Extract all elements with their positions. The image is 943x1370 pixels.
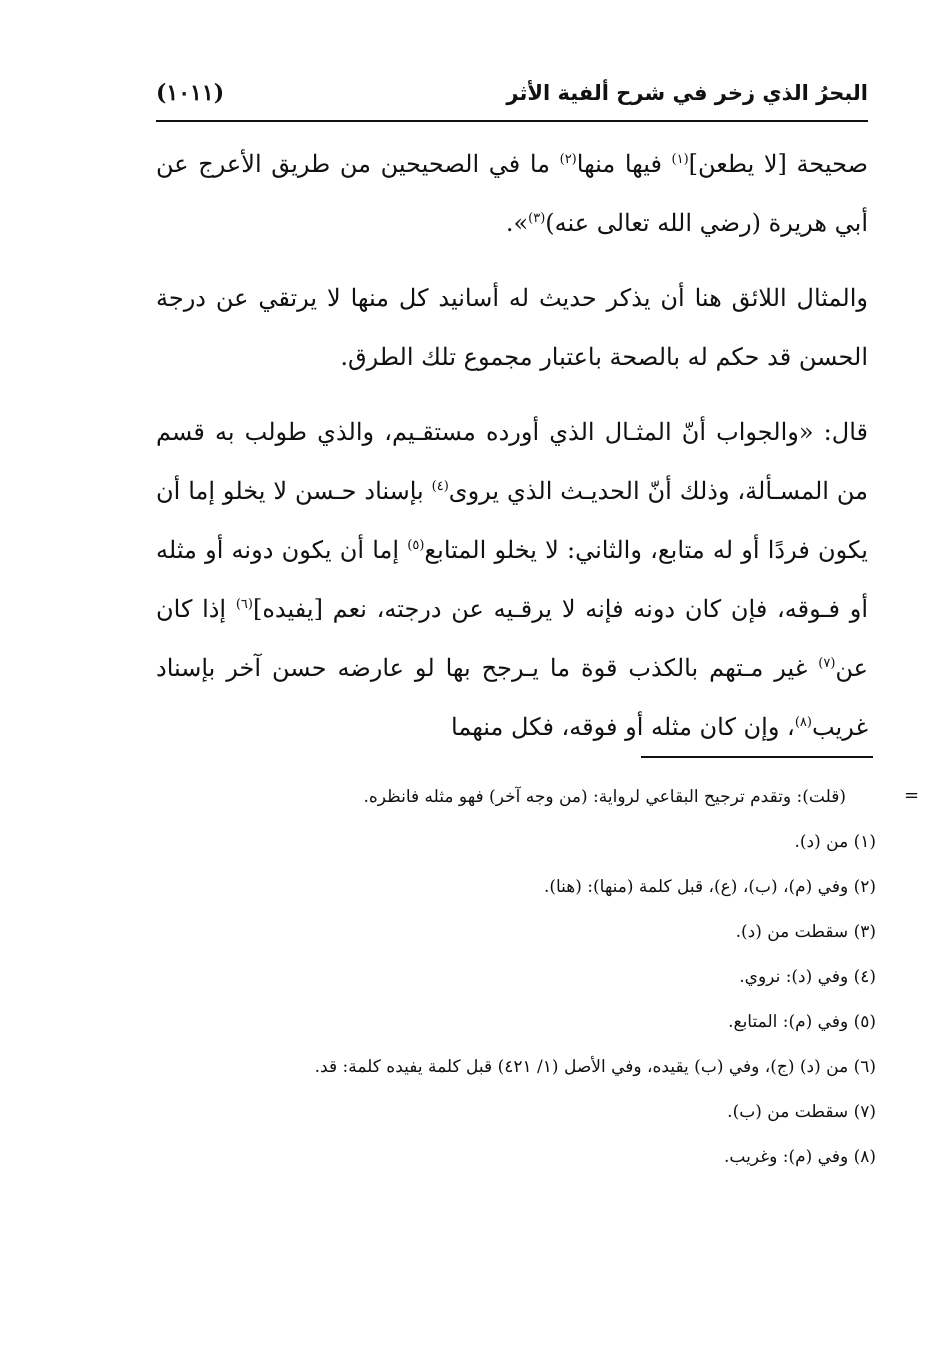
footnote-item: (٤) وفي (د): نروي. xyxy=(739,967,876,987)
footnote-item: (١) من (د). xyxy=(794,832,876,852)
footnote-marker: (١) xyxy=(671,152,689,167)
running-header xyxy=(156,78,868,118)
body-paragraph xyxy=(156,135,868,253)
text-run: قال: «والجواب أنّ المثـال الذي أورده مستقـيم، والذي طولب به قسم من المسـألة، وذلك أنّ الحديـث الذي يروى xyxy=(156,418,868,505)
footnote-marker: (٤) xyxy=(431,479,449,494)
footnote-item: (٦) من (د) (ج)، وفي (ب) يقيده، وفي الأصل (١/ ٤٢١) قبل كلمة يفيده كلمة: قد. xyxy=(314,1057,876,1077)
footnote-marker: (٢) xyxy=(559,152,577,167)
footnote-marker: (٨) xyxy=(794,715,812,730)
page-number: (١٠١١) xyxy=(156,80,225,106)
text-run: بإسناد حـسن لا يخلو إما أن يكون فردًا أو له متابع، والثاني: لا يخلو المتابع xyxy=(156,477,868,564)
text-run: إذا كان عن xyxy=(156,595,868,682)
footnotes xyxy=(156,775,876,1180)
footnote-marker: (٥) xyxy=(407,538,425,553)
footnote-item: (٨) وفي (م): وغريب. xyxy=(724,1147,876,1167)
footnote-continuation-mark: = xyxy=(904,785,920,806)
text-run: صحيحة [لا يطعن] xyxy=(688,150,868,178)
text-run: ، وإن كان مثله أو فوقه، فكل منهما xyxy=(451,713,795,741)
footnote-item: (٧) سقطت من (ب). xyxy=(727,1102,876,1122)
text-run: إما أن يكون دونه أو مثله أو فـوقه، فإن كان دونه فإنه لا يرقـيه عن درجته، نعم [يفيده] xyxy=(156,536,868,623)
text-run: ». xyxy=(505,209,529,237)
footnote-item: (٣) سقطت من (د). xyxy=(735,922,876,942)
footnote-item: (٢) وفي (م)، (ب)، (ع)، قبل كلمة (منها): (هنا). xyxy=(543,877,876,897)
body-paragraph xyxy=(156,269,868,387)
footnote-marker: (٦) xyxy=(235,597,253,612)
footnote-marker: (٣) xyxy=(528,211,546,226)
text-run: غير مـتهم بالكذب قوة ما يـرجح بها لو عارضه حسن آخر بإسناد غريب xyxy=(156,654,868,741)
main-text xyxy=(156,135,868,757)
body-paragraph xyxy=(156,403,868,757)
book-title: البحرُ الذي زخر في شرح ألفية الأثر xyxy=(506,81,868,105)
footnote-marker: (٧) xyxy=(818,656,836,671)
footnote-item: (٥) وفي (م): المتابع. xyxy=(728,1012,876,1032)
header-divider xyxy=(156,120,868,122)
footnote-continuation: (قلت): وتقدم ترجيح البقاعي لرواية: (من وجه آخر) فهو مثله فانظره. xyxy=(363,787,846,807)
text-run: فيها منها xyxy=(576,150,672,178)
text-run: والمثال اللائق هنا أن يذكر حديث له أسانيد كل منها لا يرتقي عن درجة الحسن قد حكم له بالصحة باعتبار مجموع تلك الطرق. xyxy=(156,284,868,371)
footnote-divider xyxy=(641,756,873,758)
text-run: ما في الصحيحين من طريق الأعرج عن أبي هريرة (رضي الله تعالى عنه) xyxy=(156,150,868,237)
